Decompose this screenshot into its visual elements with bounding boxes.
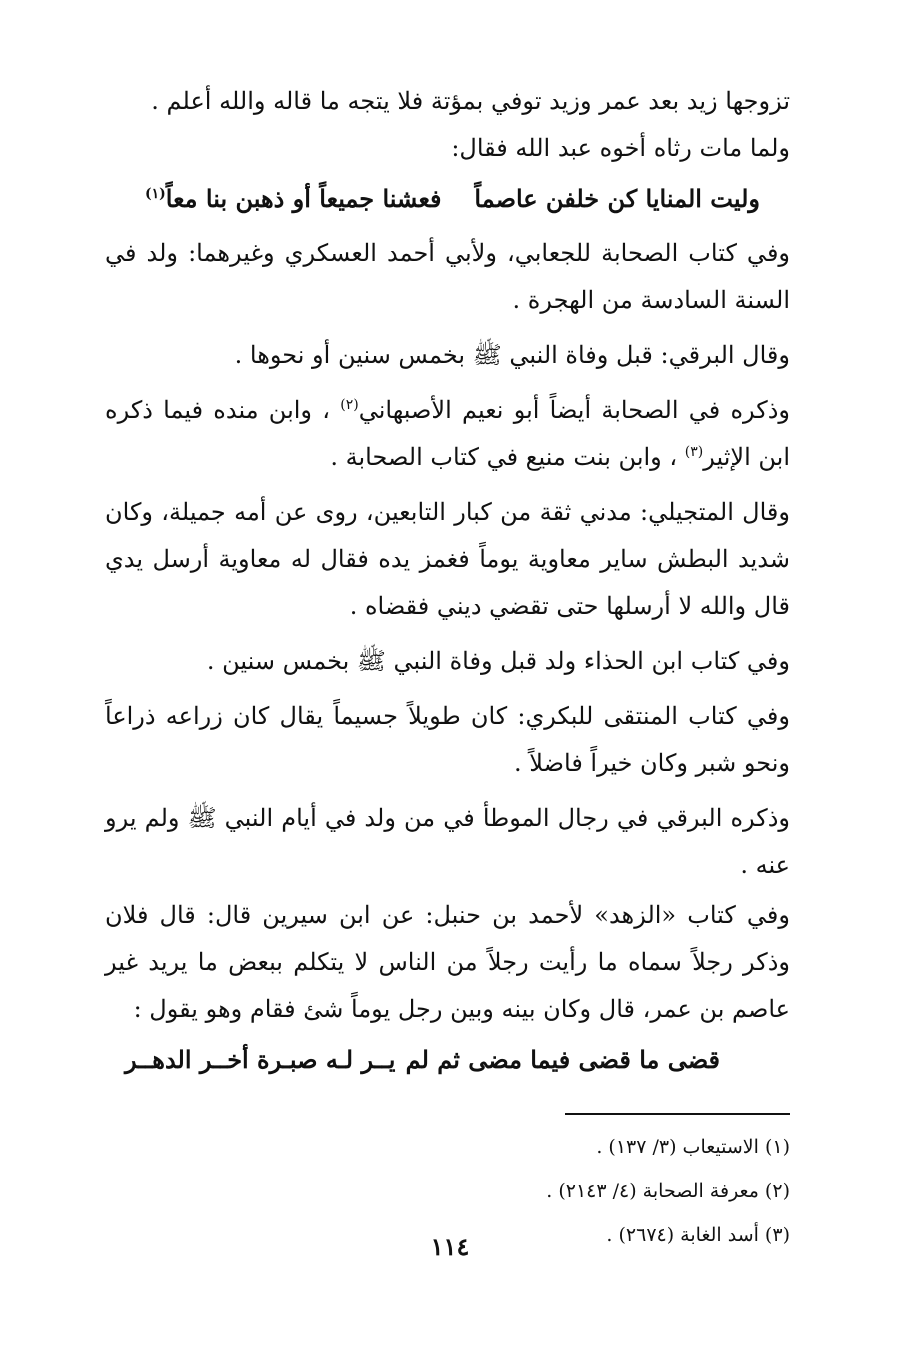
- paragraph: وفي كتاب «الزهد» لأحمد بن حنبل: عن ابن سيرين قال: قال فلان وذكر رجلاً سماه ما رأيت رجلاً من الناس لا يتكلم ببعض ما يريد غير عاصم بن عمر، قال وكان بينه وبين رجل يوماً شئ فقام وهو يقول :: [105, 901, 790, 1023]
- paragraph: وفي كتاب ابن الحذاء ولد قبل وفاة النبي ﷺ بخمس سنين .: [206, 647, 790, 675]
- footnote-marker: (١): [145, 186, 166, 202]
- verse-first-hemistich: قضى ما قضى فيما مضى ثم لم: [405, 1045, 720, 1074]
- paragraph: وفي كتاب الصحابة للجعابي، ولأبي أحمد العسكري وغيرهما: ولد في السنة السادسة من الهجرة .: [105, 239, 790, 314]
- footnote-separator: [565, 1113, 790, 1115]
- footnote: (٢) معرفة الصحابة (٤/ ٢١٤٣) .: [546, 1180, 790, 1202]
- paragraph: ولما مات رثاه أخوه عبد الله فقال:: [451, 134, 790, 162]
- poetry-verse: [105, 175, 790, 222]
- verse-first-hemistich: وليت المنايا كن خلفن عاصماً: [474, 184, 760, 213]
- footnote: (٣) أسد الغابة (٢٦٧٤) .: [606, 1224, 790, 1246]
- paragraph: تزوجها زيد بعد عمر وزيد توفي بمؤتة فلا يتجه ما قاله والله أعلم .: [151, 87, 790, 115]
- footnote: (١) الاستيعاب (٣/ ١٣٧) .: [596, 1136, 790, 1158]
- verse-second-hemistich: يــر لـه صبـرة أخــر الدهــر: [125, 1045, 396, 1074]
- paragraph: وذكره في الصحابة أيضاً أبو نعيم الأصبهاني$^{(٢)}$ ، وابن منده فيما ذكره ابن الإثير$^{(٣)}$ ، وابن بنت منيع في كتاب الصحابة .: [105, 396, 790, 471]
- verse-second-hemistich: فعشنا جميعاً أو ذهبن بنا معاً$^{(١)}$: [145, 184, 442, 213]
- footnote-marker: (٣): [684, 444, 704, 460]
- footnote-marker: (٢): [340, 397, 359, 413]
- paragraph: وفي كتاب المنتقى للبكري: كان طويلاً جسيماً يقال كان زراعه ذراعاً ونحو شبر وكان خيراً فاضلاً .: [105, 702, 790, 777]
- paragraph: وذكره البرقي في رجال الموطأ في من ولد في أيام النبي ﷺ ولم يرو عنه .: [105, 804, 790, 879]
- paragraph: وقال المتجيلي: مدني ثقة من كبار التابعين، روى عن أمه جميلة، وكان شديد البطش ساير معاوية يوماً فغمز يده فقال له معاوية أرسل يدي قال والله لا أرسلها حتى تقضي ديني فقضاه .: [105, 498, 790, 620]
- poetry-verse: [105, 1036, 790, 1083]
- paragraph: وقال البرقي: قبل وفاة النبي ﷺ بخمس سنين أو نحوها .: [234, 341, 790, 369]
- page-number: ١١٤: [430, 1232, 470, 1261]
- page-body: [105, 78, 790, 1257]
